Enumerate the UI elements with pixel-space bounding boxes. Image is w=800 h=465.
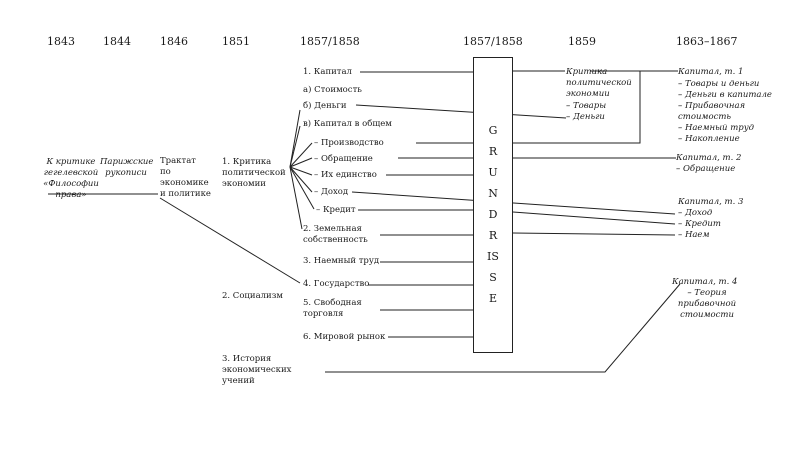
plan1851-socialism: 2. Социализм — [222, 291, 283, 301]
plan1851-critique: 1. Критика политической экономии — [222, 157, 286, 189]
grundrisse-box — [473, 57, 513, 353]
plan1857-wage-labour: 3. Наемный труд — [303, 256, 380, 266]
plan1857-capital: 1. Капитал — [303, 67, 352, 77]
link-credit-to-v3 — [513, 212, 675, 224]
link-money-to-1859 — [356, 105, 566, 118]
plan1857-money: б) Деньги — [303, 101, 347, 111]
capital-v3-title: Капитал, т. 3 — [678, 197, 744, 207]
work-paris-manuscripts: Парижские рукописи — [100, 157, 154, 178]
capital-v3-rent: – Наем — [678, 230, 710, 240]
plan1857-circulation: – Обращение — [314, 154, 373, 164]
plan1851-history: 3. История экономических учений — [222, 354, 292, 386]
grundrisse-label: GRUNDRISSE — [487, 124, 499, 305]
year-1857-1858-plan: 1857/1858 — [300, 35, 360, 48]
capital-v3-credit: – Кредит — [678, 219, 721, 229]
year-1857-1858-grundrisse: 1857/1858 — [463, 35, 523, 48]
link-treatise-to-state — [160, 198, 300, 283]
work-critique-hegel: К критике гегелевской «Философии права» — [43, 157, 99, 200]
plan1857-production: – Производство — [314, 138, 384, 148]
plan1857-credit: – Кредит — [316, 205, 356, 215]
capital-v1-items: – Товары и деньги – Деньги в капитале – Прибавочная стоимость – Наемный труд – Накопление — [678, 79, 772, 144]
plan1857-value: а) Стоимость — [303, 85, 362, 95]
plan1857-unity: – Их единство — [314, 170, 377, 180]
plan1857-income: – Доход — [314, 187, 349, 197]
critique-1859-money: – Деньги — [566, 112, 605, 122]
capital-v2-title: Капитал, т. 2 — [676, 153, 742, 163]
plan1857-capital-general: в) Капитал в общем — [303, 119, 392, 129]
plan1857-state: 4. Государство — [303, 279, 370, 289]
link-rent-to-v3 — [513, 233, 675, 235]
year-1859: 1859 — [568, 35, 596, 48]
capital-v2-items: – Обращение — [676, 164, 736, 174]
capital-v1-title: Капитал, т. 1 — [678, 67, 744, 77]
fan-to-landed — [290, 167, 302, 229]
work-treatise: Трактат по экономике и политике — [160, 156, 211, 199]
critique-1859-title: Критика политической экономии — [566, 67, 632, 99]
critique-1859-commodities: – Товары — [566, 101, 607, 111]
capital-v3-income: – Доход — [678, 208, 713, 218]
plan1857-landed-property: 2. Земельная собственность — [303, 224, 368, 245]
year-1851: 1851 — [222, 35, 250, 48]
year-1846: 1846 — [160, 35, 188, 48]
capital-v4-title: Капитал, т. 4 — [672, 277, 738, 287]
year-1843: 1843 — [47, 35, 75, 48]
fan-to-circulation — [290, 158, 312, 167]
plan1857-free-trade: 5. Свободная торговля — [303, 298, 362, 319]
year-1863-1867: 1863–1867 — [676, 35, 738, 48]
link-income-to-v3 — [352, 192, 675, 214]
plan1857-world-market: 6. Мировой рынок — [303, 332, 386, 342]
capital-v4-items: – Теория прибавочной стоимости — [677, 288, 737, 320]
year-1844: 1844 — [103, 35, 131, 48]
